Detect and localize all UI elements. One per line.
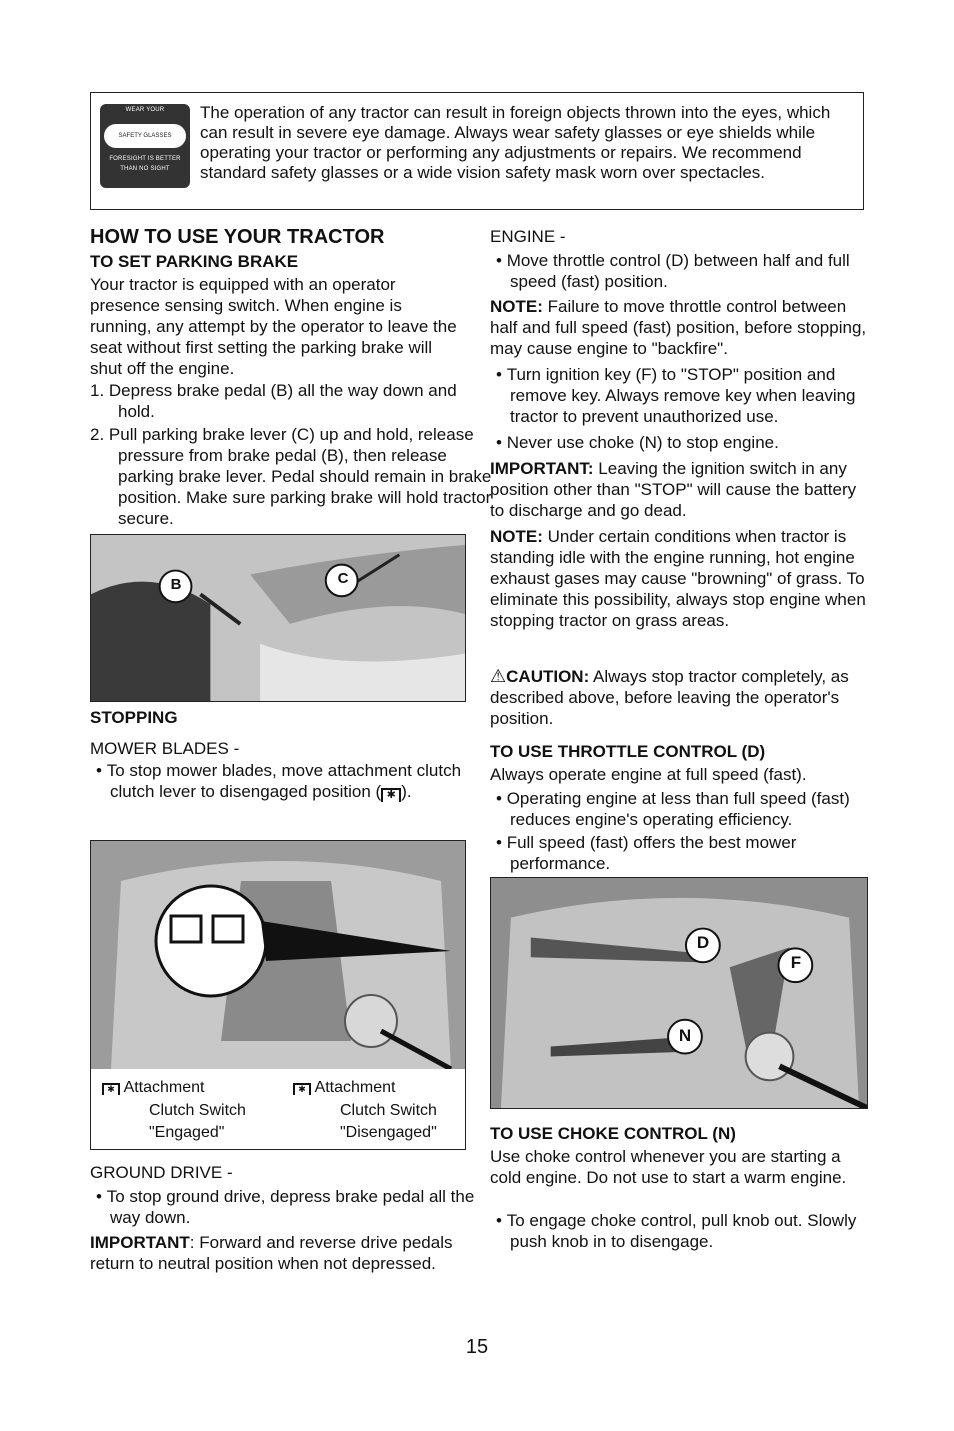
throttle-text: Always operate engine at full speed (fast).: [490, 765, 807, 784]
caption-engaged: ✱ Attachment: [102, 1077, 205, 1098]
engine-note-2: NOTE: Under certain conditions when tractor is standing idle with the engine running, hot engine exhaust gases may cause "browning" of grass. To eliminate this possibility, always stop engine when stopping tractor on grass areas.: [490, 527, 866, 630]
fig3-label-d: D: [696, 933, 710, 952]
disengaged-caption-symbol-icon: ✱: [293, 1083, 311, 1095]
safety-notice-text: The operation of any tractor can result in foreign objects thrown into the eyes, which can result in severe eye damage. Always wear safety glasses or eye shields while operating your tractor or performing any adjustments or repairs. We recommend standard safety glasses or a wide vision safety mask worn over spectacles.: [200, 103, 831, 182]
parking-brake-figure: [90, 534, 466, 702]
engine-note-1: NOTE: Failure to move throttle control between half and full speed (fast) position, before stopping, may cause engine to "backfire".: [490, 297, 867, 358]
fig3-label-n: N: [678, 1026, 692, 1045]
caption-disengaged-line3: "Disengaged": [340, 1124, 437, 1141]
throttle-heading: TO USE THROTTLE CONTROL (D): [490, 742, 766, 761]
throttle-bullet-1: • Operating engine at less than full speed (fast) reduces engine's operating efficiency.: [496, 789, 850, 829]
parking-brake-heading: TO SET PARKING BRAKE: [90, 252, 299, 271]
clutch-figure: [91, 841, 465, 1069]
mower-blades-bullet: • To stop mower blades, move attachment clutch clutch lever to disengaged position ( ✱ ).: [96, 761, 462, 801]
choke-heading: TO USE CHOKE CONTROL (N): [490, 1124, 736, 1143]
page-title: HOW TO USE YOUR TRACTOR: [90, 226, 385, 248]
fig3-label-f: F: [790, 953, 802, 972]
caption-disengaged-line2: Clutch Switch: [340, 1102, 437, 1119]
controls-figure: [490, 877, 868, 1109]
caution-paragraph: ⚠CAUTION: Always stop tractor completely, as described above, before leaving the operator's position.: [490, 666, 849, 728]
engine-bullet-2: • Turn ignition key (F) to "STOP" position and remove key. Always remove key when leaving tractor to prevent unauthorized use.: [496, 365, 856, 426]
ground-drive-bullet: • To stop ground drive, depress brake pedal all the way down.: [96, 1187, 475, 1227]
caption-disengaged: ✱ Attachment: [293, 1077, 396, 1098]
engine-bullet-3: • Never use choke (N) to stop engine.: [496, 433, 779, 452]
engaged-symbol-icon: ✱: [102, 1083, 120, 1095]
caution-triangle-icon: ⚠: [490, 666, 507, 686]
disengaged-symbol-icon: ✱: [381, 788, 401, 802]
mower-blades-label: MOWER BLADES -: [90, 739, 240, 758]
throttle-bullet-2: • Full speed (fast) offers the best mower performance.: [496, 833, 797, 873]
ground-drive-important: IMPORTANT: Forward and reverse drive pedals return to neutral position when not depressed.: [90, 1233, 453, 1273]
ground-drive-label: GROUND DRIVE -: [90, 1163, 233, 1182]
engine-important: IMPORTANT: Leaving the ignition switch in any position other than "STOP" will cause the battery to discharge and go dead.: [490, 459, 857, 520]
choke-bullet: • To engage choke control, pull knob out. Slowly push knob in to disengage.: [496, 1211, 857, 1251]
parking-brake-intro: Your tractor is equipped with an operator presence sensing switch. When engine is running, any attempt by the operator to leave the seat without first setting the parking brake will shut off the engine.: [90, 275, 457, 378]
fig1-label-b: B: [170, 576, 182, 593]
fig1-label-c: C: [337, 570, 349, 587]
stopping-heading: STOPPING: [90, 708, 178, 727]
engine-label: ENGINE -: [490, 227, 566, 246]
safety-glasses-icon: WEAR YOUR SAFETY GLASSES FORESIGHT IS BETTER THAN NO SIGHT: [100, 104, 190, 188]
choke-text: Use choke control whenever you are starting a cold engine. Do not use to start a warm engine.: [490, 1147, 847, 1187]
caption-engaged-line3: "Engaged": [149, 1124, 225, 1141]
caption-engaged-line2: Clutch Switch: [149, 1102, 246, 1119]
engine-bullet-1: • Move throttle control (D) between half and full speed (fast) position.: [496, 251, 850, 291]
page-number: 15: [465, 1336, 489, 1358]
parking-step-2: 2. Pull parking brake lever (C) up and hold, release pressure from brake pedal (B), then release parking brake lever. Pedal should remain in brake position. Make sure parking brake will hold tractor secure.: [90, 425, 492, 528]
parking-step-1: 1. Depress brake pedal (B) all the way down and hold.: [90, 381, 457, 421]
